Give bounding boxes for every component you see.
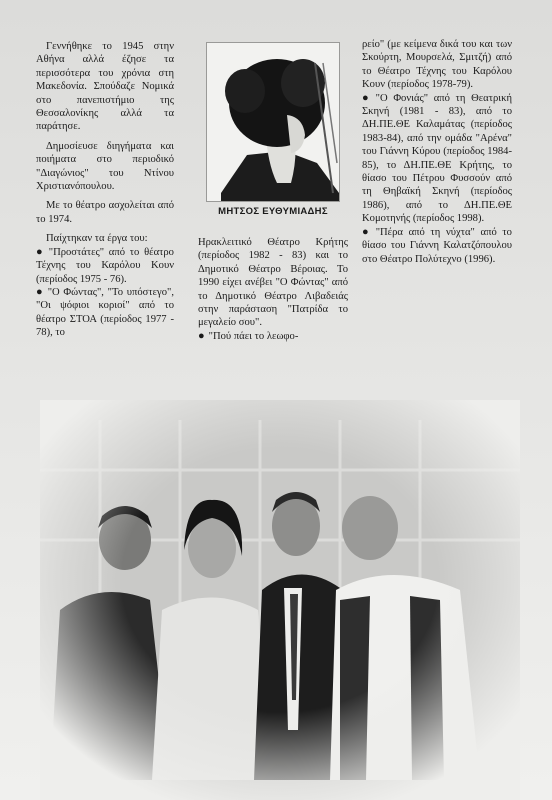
works-list-item xyxy=(198,330,348,343)
body-paragraph: ρείο" (με κείμενα δικά του και των Σκούρτη, Μουρσελά, Σμιτζή) από το Θέατρο Τέχνης του Καρόλου Κουν (περίοδος 1978-79). xyxy=(362,39,512,91)
author-portrait-image xyxy=(206,42,340,202)
body-paragraph: Ηρακλειτικό Θέατρο Κρήτης (περίοδος 1982 - 83) και το Δημοτικό Θέατρο Βέροιας. Το 1990 είχει ανέβει "Ο Φώντας" από το Δημοτικό Θέατρο Λιβαδειάς στην παράσταση "Πατρίδα το μεγαλείο σου". xyxy=(198,237,348,329)
text-column-3 xyxy=(362,38,512,266)
text-column-2 xyxy=(198,236,348,343)
works-list-item-text: "Ο Φώντας", "Το υπόστεγο", "Οι ψόφιοι κοριοί" από το θέατρο ΣΤΟΑ (περίοδος 1977 - 78), το xyxy=(36,286,174,339)
works-list-item-text: "Ο Φονιάς" από τη Θεατρική Σκηνή (1981 - 83), από το ΔΗ.ΠΕ.ΘΕ Καλαμάτας (περίοδος 1983-84), από την ομάδα "Αρένα" του Γιάννη Κύρου (περίοδος 1984-85), το ΔΗ.ΠΕ.ΘΕ Κρήτης, το θίασο του Πέτρου Φυσσούν από τη Θηβαϊκή Σκηνή (περίοδος 1986), από το ΔΗ.ΠΕ.ΘΕ Κομοτηνής (περίοδος 1998). xyxy=(362,92,512,225)
group-photo-image xyxy=(40,400,520,800)
bio-paragraph: Δημοσίευσε διηγήματα και ποιήματα στο περιοδικό "Διαγώνιος" του Ντίνου Χριστιανόπουλου. xyxy=(36,140,174,193)
bullet-icon: ● xyxy=(362,225,372,238)
bio-paragraph: Γεννήθηκε το 1945 στην Αθήνα αλλά έζησε τα περισσότερα του χρόνια στη Μακεδονία. Σπούδαζε Νομικά στο πανεπιστήμιο της Θεσσαλονίκης αλλά τα παράτησε. xyxy=(36,41,174,133)
bullet-icon: ● xyxy=(36,285,44,298)
works-list-item-text: "Πέρα από τη νύχτα" από το θίασο του Γιάννη Καλατζόπουλου στο Θέατρο Πολύτεχνο (1996). xyxy=(362,226,512,265)
works-list-item xyxy=(36,286,174,340)
works-list-item-text: "Προστάτες" από το θέατρο Τέχνης του Καρόλου Κουν (περίοδος 1975 - 76). xyxy=(36,246,174,285)
works-list-item xyxy=(362,226,512,266)
bio-paragraph: Με το θέατρο ασχολείται από το 1974. xyxy=(36,200,174,225)
bullet-icon: ● xyxy=(362,91,372,104)
works-intro: Παίχτηκαν τα έργα του: xyxy=(46,233,148,245)
text-column-1 xyxy=(36,40,174,340)
bullet-icon: ● xyxy=(198,329,205,342)
works-list-item xyxy=(36,246,174,286)
portrait-caption: ΜΗΤΣΟΣ ΕΥΘΥΜΙΑΔΗΣ xyxy=(218,206,328,217)
bullet-icon: ● xyxy=(36,245,45,258)
works-list-item xyxy=(362,92,512,226)
works-list-item-text: "Πού πάει το λεωφο- xyxy=(208,330,299,342)
